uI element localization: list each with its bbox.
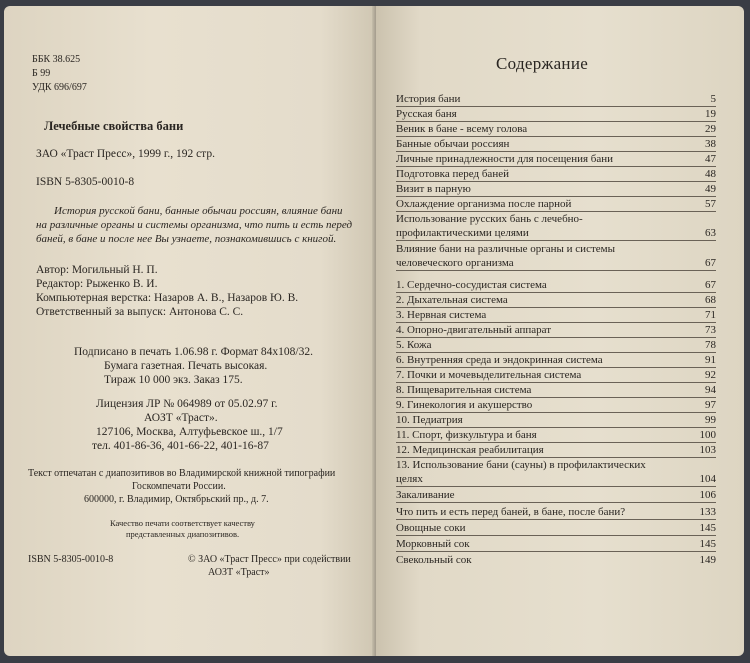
credit-layout: Компьютерная верстка: Назаров А. В., Назаров Ю. В.: [36, 292, 299, 304]
copyright-line: АОЗТ «Траст»: [208, 567, 270, 578]
toc-entry: Охлаждение организма после парной 57: [396, 198, 716, 210]
toc-entry: Подготовка перед баней 48: [396, 168, 716, 180]
toc-entry: 3. Нервная система 71: [396, 309, 716, 321]
print-line: Бумага газетная. Печать высокая.: [104, 360, 268, 372]
license-line: АОЗТ «Траст».: [144, 412, 218, 424]
print-line: Тираж 10 000 экз. Заказ 175.: [104, 374, 243, 386]
toc-entry: Свекольный сок 149: [396, 554, 716, 566]
toc-entry: Что пить и есть перед баней, в бане, после бани? 133: [396, 506, 716, 518]
toc-entry: Закаливание 106: [396, 489, 716, 501]
annotation: [36, 204, 366, 246]
toc-entry: 11. Спорт, физкультура и баня 100: [396, 429, 716, 441]
toc-entry: 9. Гинекология и акушерство 97: [396, 399, 716, 411]
bbk-code: ББК 38.625: [32, 54, 81, 65]
author-mark: Б 99: [32, 68, 51, 79]
toc-entry: 13. Использование бани (сауны) в профилактических целях 104: [396, 459, 716, 485]
book-title: Лечебные свойства бани: [44, 119, 184, 133]
toc-entry: 7. Почки и мочевыделительная система 92: [396, 369, 716, 381]
toc-entry: Личные принадлежности для посещения бани 47: [396, 153, 716, 165]
toc-entry: 10. Педиатрия 99: [396, 414, 716, 426]
toc-entry: 8. Пищеварительная система 94: [396, 384, 716, 396]
license-line: Лицензия ЛР № 064989 от 05.02.97 г.: [96, 398, 278, 410]
toc-entry: 2. Дыхательная система 68: [396, 294, 716, 306]
toc-entry: Веник в бане - всему голова 29: [396, 123, 716, 135]
printing-line: Госкомпечати России.: [132, 481, 226, 492]
right-page: [376, 6, 744, 656]
toc-entry: Использование русских бань с лечебно-профилактическими целями 63: [396, 213, 716, 239]
credit-responsible: Ответственный за выпуск: Антонова С. С.: [36, 306, 244, 318]
toc-entry: 5. Кожа 78: [396, 339, 716, 351]
toc-entry: Русская баня 19: [396, 108, 716, 120]
toc-entry: 4. Опорно-двигательный аппарат 73: [396, 324, 716, 336]
toc-entry: 12. Медицинская реабилитация 103: [396, 444, 716, 456]
credit-editor: Редактор: Рыженко В. И.: [36, 278, 158, 290]
annotation-line: на различные органы и системы организма, что пить и есть перед: [36, 219, 353, 231]
copyright-line: © ЗАО «Траст Пресс» при содействии: [188, 554, 351, 565]
contents-heading: Содержание: [496, 54, 589, 73]
printing-line: Текст отпечатан с диапозитивов во Владимирской книжной типографии: [28, 468, 336, 479]
print-line: Подписано в печать 1.06.98 г. Формат 84х108/32.: [74, 346, 313, 358]
left-page: [4, 6, 376, 656]
toc-entry: 1. Сердечно-сосудистая система 67: [396, 279, 716, 291]
toc-entry: Визит в парную 49: [396, 183, 716, 195]
toc-entry: Овощные соки 145: [396, 522, 716, 534]
publisher-line: ЗАО «Траст Пресс», 1999 г., 192 стр.: [36, 148, 215, 160]
isbn-bottom: ISBN 5-8305-0010-8: [28, 554, 114, 565]
toc-entry: Влияние бани на различные органы и системы человеческого организма 67: [396, 243, 716, 269]
toc-entry: 6. Внутренняя среда и эндокринная система 91: [396, 354, 716, 366]
toc-entry: Морковный сок 145: [396, 538, 716, 550]
quality-line: представленных диапозитивов.: [126, 529, 240, 539]
toc-entry: Банные обычаи россиян 38: [396, 138, 716, 150]
license-line: 127106, Москва, Алтуфьевское ш., 1/7: [96, 426, 283, 438]
toc-entry: История бани 5: [396, 93, 716, 105]
udk-code: УДК 696/697: [32, 82, 87, 93]
credit-author: Автор: Могильный Н. П.: [36, 264, 158, 276]
isbn-top: ISBN 5-8305-0010-8: [36, 176, 135, 188]
license-line: тел. 401-86-36, 401-66-22, 401-16-87: [92, 440, 269, 452]
annotation-line: История русской бани, банные обычаи россиян, влияние бани: [54, 205, 343, 217]
quality-line: Качество печати соответствует качеству: [110, 518, 255, 528]
annotation-line: баней, в бане и после нее Вы узнаете, познакомившись с книгой.: [36, 233, 337, 245]
printing-line: 600000, г. Владимир, Октябрьский пр., д. 7.: [84, 494, 269, 505]
